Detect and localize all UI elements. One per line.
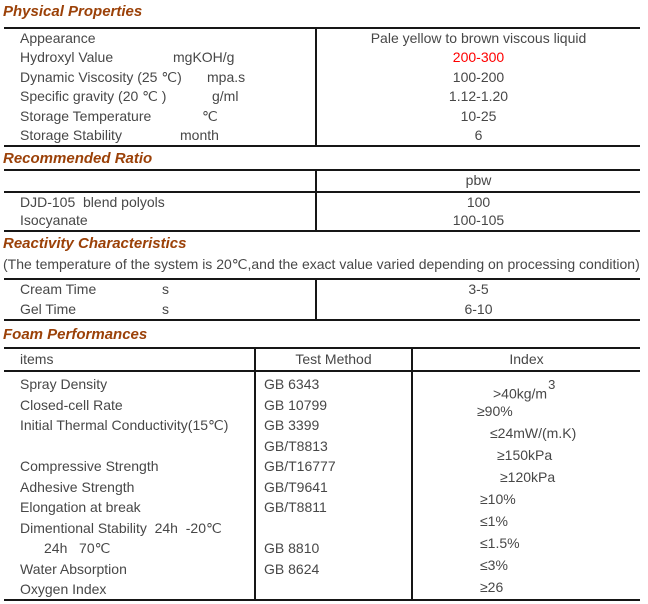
property-unit: mgKOH/g — [173, 49, 235, 66]
section-title-reactivity: Reactivity Characteristics — [3, 235, 187, 252]
test-method: GB/T9641 — [264, 478, 328, 495]
section-title-physical-properties: Physical Properties — [3, 3, 143, 20]
ratio-unit-header: pbw — [465, 172, 492, 188]
property-value-highlighted: 200-300 — [452, 49, 505, 66]
table-row — [4, 107, 640, 126]
table-row — [4, 126, 640, 145]
foam-item: Spray Density — [20, 376, 108, 392]
section-title-foam-performances: Foam Performances — [3, 326, 148, 343]
property-unit: month — [180, 126, 219, 143]
test-method: GB/T8813 — [264, 437, 328, 454]
table-row — [4, 29, 640, 48]
table-body — [4, 372, 640, 599]
foam-item: Closed-cell Rate — [20, 396, 123, 413]
property-label: Appearance — [20, 30, 96, 46]
column-header-test-method: Test Method — [254, 349, 413, 370]
component-label: Isocyanate — [20, 212, 88, 229]
test-method — [264, 518, 411, 539]
recommended-ratio-table — [4, 169, 640, 232]
foam-item: 24h 70℃ — [44, 540, 111, 556]
test-method: GB 8810 — [264, 540, 320, 556]
table-header-row — [4, 171, 640, 193]
section-title-recommended-ratio: Recommended Ratio — [3, 150, 153, 167]
index-value: ≥150kPa — [497, 447, 553, 463]
foam-item: Dimentional Stability 24h -20℃ — [20, 519, 222, 536]
table-row — [4, 280, 640, 300]
superscript: 3 — [548, 377, 556, 392]
test-method — [264, 579, 411, 600]
index-value: ≥26 — [480, 579, 504, 595]
component-label: DJD-105 blend polyols — [20, 193, 165, 210]
reactivity-value: 6-10 — [464, 300, 493, 317]
reactivity-label: Cream Time — [20, 281, 97, 297]
property-value: 6 — [474, 126, 483, 143]
items-column — [4, 372, 254, 599]
test-method: GB/T8811 — [264, 499, 327, 515]
foam-item: Compressive Strength — [20, 458, 159, 474]
test-method: GB 3399 — [264, 417, 320, 433]
index-value: ≥90% — [477, 403, 513, 419]
property-label: Specific gravity (20 ℃ ) — [20, 88, 167, 105]
table-row — [4, 300, 640, 320]
test-method: GB 8624 — [264, 560, 320, 577]
index-value: ≤1% — [480, 513, 508, 529]
table-header-row — [4, 349, 640, 372]
reactivity-value: 3-5 — [468, 281, 489, 297]
foam-item: Water Absorption — [20, 560, 127, 577]
foam-item: Initial Thermal Conductivity(15℃) — [20, 417, 229, 433]
physical-properties-table — [4, 27, 640, 147]
property-unit: ℃ — [202, 107, 218, 124]
table-row — [4, 193, 640, 212]
column-header-index: Index — [509, 351, 544, 367]
index-value: ≤3% — [480, 557, 508, 573]
reactivity-table — [4, 278, 640, 321]
foam-item — [20, 436, 254, 457]
index-value: ≥120kPa — [500, 469, 556, 485]
reactivity-label: Gel Time — [20, 300, 77, 317]
property-label: Dynamic Viscosity (25 ℃) — [20, 68, 182, 85]
test-method: GB 6343 — [264, 376, 320, 392]
test-method: GB/T16777 — [264, 458, 336, 474]
table-row — [4, 87, 640, 106]
reactivity-unit: s — [162, 281, 169, 297]
table-row — [4, 48, 640, 67]
foam-item: Oxygen Index — [20, 581, 107, 597]
index-value: ≥10% — [480, 491, 516, 507]
index-value: ≤24mW/(m.K) — [490, 425, 577, 441]
component-value: 100-105 — [452, 212, 505, 229]
property-label: Storage Stability — [20, 126, 122, 143]
foam-item: Adhesive Strength — [20, 478, 135, 495]
component-value: 100 — [466, 193, 491, 210]
reactivity-note: (The temperature of the system is 20℃,and the exact value varied depending on processing condition) — [3, 256, 640, 272]
index-column — [413, 372, 640, 599]
property-value: 10-25 — [460, 107, 497, 124]
property-label: Hydroxyl Value — [20, 49, 114, 66]
property-value: 100-200 — [452, 68, 505, 85]
property-value: Pale yellow to brown viscous liquid — [370, 30, 587, 46]
test-method-column — [254, 372, 413, 599]
table-row — [4, 211, 640, 230]
table-row — [4, 68, 640, 87]
column-header-items: items — [20, 351, 54, 367]
index-value: ≤1.5% — [480, 535, 520, 551]
property-unit: g/ml — [212, 88, 239, 105]
foam-item: Elongation at break — [20, 499, 141, 515]
test-method: GB 10799 — [264, 396, 328, 413]
property-label: Storage Temperature — [20, 107, 152, 124]
index-value: $>40kg/m^3$ — [493, 377, 556, 402]
property-unit: mpa.s — [207, 68, 246, 85]
foam-performances-table — [4, 347, 640, 601]
property-value: 1.12-1.20 — [448, 88, 509, 105]
reactivity-unit: s — [162, 300, 169, 317]
